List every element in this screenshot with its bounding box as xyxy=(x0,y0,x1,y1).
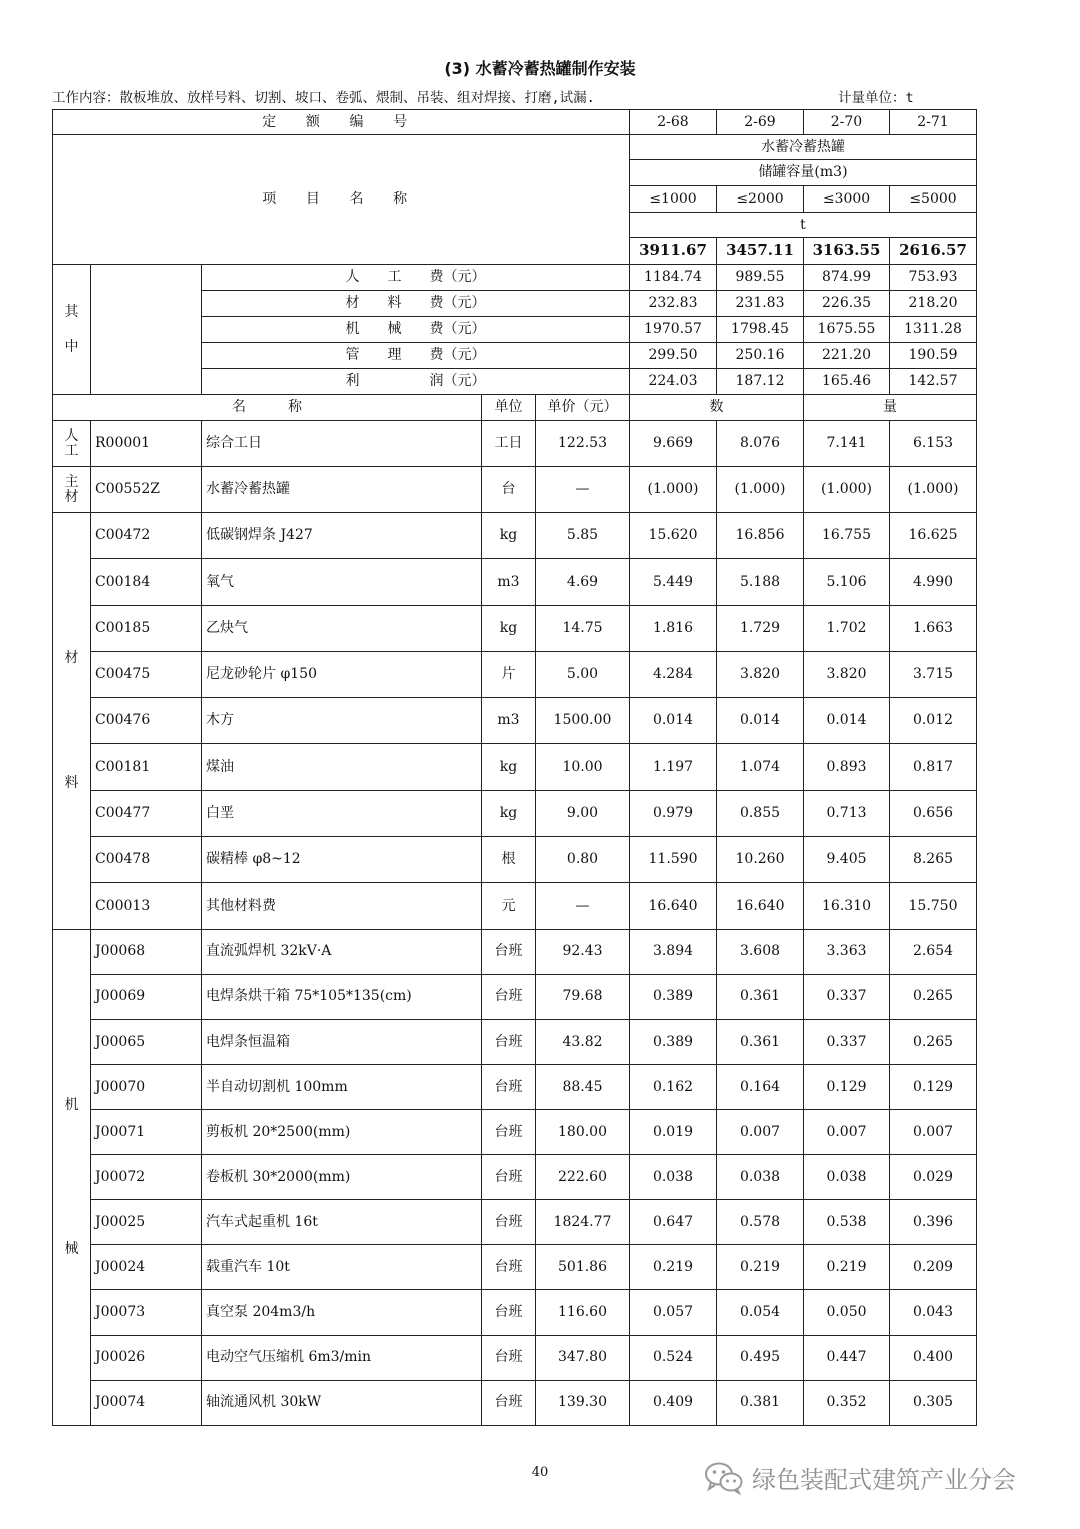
unit-label: t xyxy=(630,213,977,238)
category-label xyxy=(53,929,91,1425)
item-unit-price: 5.00 xyxy=(536,651,630,697)
item-name: 碳精棒 φ8~12 xyxy=(202,837,482,883)
item-quantity: 0.038 xyxy=(804,1155,890,1200)
cost-value: 1311.28 xyxy=(890,317,977,343)
item-code: J00072 xyxy=(91,1155,202,1200)
item-code: C00478 xyxy=(91,837,202,883)
item-quantity: 4.284 xyxy=(630,651,717,697)
item-code: C00472 xyxy=(91,513,202,559)
item-quantity: 0.538 xyxy=(804,1200,890,1245)
item-quantity: 16.640 xyxy=(717,883,804,929)
item-code: J00025 xyxy=(91,1200,202,1245)
item-name: 其他材料费 xyxy=(202,883,482,929)
table-row xyxy=(53,1290,977,1335)
item-quantity: 0.396 xyxy=(890,1200,977,1245)
table-row xyxy=(53,744,977,790)
item-quantity: 0.038 xyxy=(717,1155,804,1200)
item-quantity: 0.007 xyxy=(804,1110,890,1155)
capacity-value: ≤3000 xyxy=(804,186,890,213)
item-quantity: 3.894 xyxy=(630,929,717,974)
item-quantity: 3.820 xyxy=(804,651,890,697)
item-quantity: 0.007 xyxy=(890,1110,977,1155)
item-unit-price: 501.86 xyxy=(536,1245,630,1290)
table-row xyxy=(53,837,977,883)
item-quantity: 0.219 xyxy=(804,1245,890,1290)
item-unit-price: 79.68 xyxy=(536,974,630,1019)
wechat-icon xyxy=(704,1461,744,1495)
item-quantity: 0.219 xyxy=(717,1245,804,1290)
item-quantity: 0.014 xyxy=(804,698,890,744)
item-name: 电焊条烘干箱 75*105*135(cm) xyxy=(202,974,482,1019)
item-code: J00069 xyxy=(91,974,202,1019)
item-unit: kg xyxy=(482,790,536,836)
item-quantity: 9.669 xyxy=(630,421,717,467)
item-quantity: 0.305 xyxy=(890,1380,977,1425)
item-quantity: 0.014 xyxy=(630,698,717,744)
item-quantity: 16.625 xyxy=(890,513,977,559)
name-column-header: 名 称 xyxy=(53,395,482,421)
item-quantity: 0.352 xyxy=(804,1380,890,1425)
item-quantity: 0.817 xyxy=(890,744,977,790)
item-code: C00552Z xyxy=(91,467,202,513)
item-unit: 台班 xyxy=(482,1155,536,1200)
item-quantity: 5.188 xyxy=(717,559,804,605)
item-quantity: 0.855 xyxy=(717,790,804,836)
cost-value: 874.99 xyxy=(804,265,890,291)
item-quantity: 0.164 xyxy=(717,1064,804,1109)
item-quantity: 0.389 xyxy=(630,1019,717,1064)
item-unit: 根 xyxy=(482,837,536,883)
cost-value: 299.50 xyxy=(630,343,717,369)
item-quantity: 0.409 xyxy=(630,1380,717,1425)
base-price: 3911.67 xyxy=(630,238,717,265)
item-quantity: 0.007 xyxy=(717,1110,804,1155)
item-quantity: 8.265 xyxy=(890,837,977,883)
capacity-value: ≤1000 xyxy=(630,186,717,213)
item-code: C00185 xyxy=(91,605,202,651)
quota-code: 2-70 xyxy=(804,110,890,135)
item-unit: kg xyxy=(482,513,536,559)
product-name: 水蓄冷蓄热罐 xyxy=(630,135,977,160)
item-unit-price: 122.53 xyxy=(536,421,630,467)
item-code: J00071 xyxy=(91,1110,202,1155)
cost-value: 989.55 xyxy=(717,265,804,291)
work-content: 工作内容：散板堆放、放样号料、切割、坡口、卷弧、煨制、吊装、组对焊接、打磨,试漏. xyxy=(52,90,595,106)
capacity-value: ≤5000 xyxy=(890,186,977,213)
category-char: 机 xyxy=(64,1096,79,1113)
item-name: 轴流通风机 30kW xyxy=(202,1380,482,1425)
item-unit: 台班 xyxy=(482,1245,536,1290)
cost-label: 人 工 费（元） xyxy=(202,265,630,291)
item-quantity: 10.260 xyxy=(717,837,804,883)
item-unit: 台班 xyxy=(482,929,536,974)
cost-value: 165.46 xyxy=(804,369,890,395)
table-row xyxy=(53,135,977,160)
item-name: 氧气 xyxy=(202,559,482,605)
item-quantity: 16.310 xyxy=(804,883,890,929)
page-number: 40 xyxy=(531,1465,549,1480)
item-code: J00068 xyxy=(91,929,202,974)
item-quantity: (1.000) xyxy=(804,467,890,513)
item-quantity: 2.654 xyxy=(890,929,977,974)
item-code: C00181 xyxy=(91,744,202,790)
item-code: J00026 xyxy=(91,1335,202,1380)
item-quantity: 3.363 xyxy=(804,929,890,974)
table-row xyxy=(53,651,977,697)
item-unit: 台班 xyxy=(482,1019,536,1064)
cost-label: 材 料 费（元） xyxy=(202,291,630,317)
table-row xyxy=(53,265,977,291)
item-quantity: 1.816 xyxy=(630,605,717,651)
item-quantity: 0.524 xyxy=(630,1335,717,1380)
item-name: 剪板机 20*2500(mm) xyxy=(202,1110,482,1155)
item-quantity: 1.729 xyxy=(717,605,804,651)
item-quantity: 1.663 xyxy=(890,605,977,651)
item-quantity: 0.389 xyxy=(630,974,717,1019)
item-quantity: 0.381 xyxy=(717,1380,804,1425)
capacity-label: 储罐容量(m3) xyxy=(630,160,977,186)
item-unit: kg xyxy=(482,605,536,651)
category-char: 材 xyxy=(64,488,79,505)
blank-cell xyxy=(91,265,202,395)
item-unit: 台班 xyxy=(482,974,536,1019)
item-quantity: 16.856 xyxy=(717,513,804,559)
measurement-unit: 计量单位：t xyxy=(838,90,914,106)
item-name-label: 项 目 名 称 xyxy=(53,135,630,265)
item-code: J00070 xyxy=(91,1064,202,1109)
item-code: J00074 xyxy=(91,1380,202,1425)
item-quantity: 0.979 xyxy=(630,790,717,836)
item-unit-price: 116.60 xyxy=(536,1290,630,1335)
table-row xyxy=(53,790,977,836)
category-char: 中 xyxy=(64,338,79,355)
table-row xyxy=(53,1019,977,1064)
cost-label: 管 理 费（元） xyxy=(202,343,630,369)
item-quantity: 0.054 xyxy=(717,1290,804,1335)
item-quantity: 0.012 xyxy=(890,698,977,744)
item-quantity: 6.153 xyxy=(890,421,977,467)
item-code: C00475 xyxy=(91,651,202,697)
cost-group-label xyxy=(53,265,91,395)
item-code: R00001 xyxy=(91,421,202,467)
item-name: 尼龙砂轮片 φ150 xyxy=(202,651,482,697)
item-quantity: 0.495 xyxy=(717,1335,804,1380)
item-unit-price: 9.00 xyxy=(536,790,630,836)
category-char: 材 xyxy=(64,650,79,667)
item-quantity: 15.750 xyxy=(890,883,977,929)
item-unit-price: 5.85 xyxy=(536,513,630,559)
item-quantity: 5.106 xyxy=(804,559,890,605)
item-name: 综合工日 xyxy=(202,421,482,467)
item-unit-price: 180.00 xyxy=(536,1110,630,1155)
item-unit-price: 4.69 xyxy=(536,559,630,605)
table-row xyxy=(53,1200,977,1245)
item-quantity: 0.029 xyxy=(890,1155,977,1200)
item-quantity: 0.361 xyxy=(717,974,804,1019)
item-quantity: 0.043 xyxy=(890,1290,977,1335)
item-quantity: 0.129 xyxy=(890,1064,977,1109)
item-unit-price: 1500.00 xyxy=(536,698,630,744)
item-quantity: (1.000) xyxy=(890,467,977,513)
item-code: J00065 xyxy=(91,1019,202,1064)
item-quantity: 0.019 xyxy=(630,1110,717,1155)
item-quantity: 0.057 xyxy=(630,1290,717,1335)
category-label xyxy=(53,467,91,513)
item-quantity: (1.000) xyxy=(717,467,804,513)
table-row xyxy=(53,395,977,421)
table-row xyxy=(53,698,977,744)
item-unit: 元 xyxy=(482,883,536,929)
table-row xyxy=(53,883,977,929)
item-quantity: 0.647 xyxy=(630,1200,717,1245)
cost-value: 1970.57 xyxy=(630,317,717,343)
page-title: (3) 水蓄冷蓄热罐制作安装 xyxy=(444,59,636,78)
cost-value: 231.83 xyxy=(717,291,804,317)
item-unit: 工日 xyxy=(482,421,536,467)
item-code: C00013 xyxy=(91,883,202,929)
category-label xyxy=(53,421,91,467)
unit-price-column-header: 单价（元） xyxy=(536,395,630,421)
item-code: J00073 xyxy=(91,1290,202,1335)
item-quantity: 0.656 xyxy=(890,790,977,836)
category-char: 其 xyxy=(64,303,79,320)
item-code: C00476 xyxy=(91,698,202,744)
item-unit: m3 xyxy=(482,559,536,605)
watermark xyxy=(704,1460,1016,1495)
item-unit-price: 92.43 xyxy=(536,929,630,974)
item-quantity: 3.715 xyxy=(890,651,977,697)
category-char: 械 xyxy=(64,1241,79,1258)
item-unit: 台班 xyxy=(482,1380,536,1425)
capacity-value: ≤2000 xyxy=(717,186,804,213)
unit-column-header: 单位 xyxy=(482,395,536,421)
item-unit-price: 43.82 xyxy=(536,1019,630,1064)
item-name: 卷板机 30*2000(mm) xyxy=(202,1155,482,1200)
item-name: 低碳钢焊条 J427 xyxy=(202,513,482,559)
cost-label: 机 械 费（元） xyxy=(202,317,630,343)
table-row xyxy=(53,605,977,651)
item-quantity: 0.713 xyxy=(804,790,890,836)
item-name: 木方 xyxy=(202,698,482,744)
cost-value: 218.20 xyxy=(890,291,977,317)
cost-value: 1798.45 xyxy=(717,317,804,343)
item-quantity: 11.590 xyxy=(630,837,717,883)
item-quantity: 0.219 xyxy=(630,1245,717,1290)
item-unit-price: — xyxy=(536,467,630,513)
category-char: 料 xyxy=(64,774,79,791)
item-quantity: 0.447 xyxy=(804,1335,890,1380)
item-unit: 台 xyxy=(482,467,536,513)
watermark-text: 绿色装配式建筑产业分会 xyxy=(752,1466,1016,1494)
item-quantity: 0.162 xyxy=(630,1064,717,1109)
item-quantity: 0.265 xyxy=(890,974,977,1019)
item-name: 载重汽车 10t xyxy=(202,1245,482,1290)
item-quantity: 0.129 xyxy=(804,1064,890,1109)
item-name: 白垩 xyxy=(202,790,482,836)
quantity-header: 数 xyxy=(630,395,804,421)
table-row xyxy=(53,974,977,1019)
item-quantity: 1.702 xyxy=(804,605,890,651)
item-quantity: 3.608 xyxy=(717,929,804,974)
quota-no-label: 定 额 编 号 xyxy=(53,110,630,135)
item-unit-price: 347.80 xyxy=(536,1335,630,1380)
item-name: 汽车式起重机 16t xyxy=(202,1200,482,1245)
cost-value: 1675.55 xyxy=(804,317,890,343)
category-char: 主 xyxy=(64,473,79,490)
table-row xyxy=(53,1155,977,1200)
item-code: J00024 xyxy=(91,1245,202,1290)
quota-code: 2-71 xyxy=(890,110,977,135)
item-quantity: 0.014 xyxy=(717,698,804,744)
item-name: 半自动切割机 100mm xyxy=(202,1064,482,1109)
item-quantity: 0.038 xyxy=(630,1155,717,1200)
table-row xyxy=(53,1064,977,1109)
item-unit: kg xyxy=(482,744,536,790)
item-quantity: 15.620 xyxy=(630,513,717,559)
base-price: 2616.57 xyxy=(890,238,977,265)
item-name: 真空泵 204m3/h xyxy=(202,1290,482,1335)
item-quantity: 4.990 xyxy=(890,559,977,605)
item-unit-price: — xyxy=(536,883,630,929)
item-quantity: 0.361 xyxy=(717,1019,804,1064)
item-unit: 台班 xyxy=(482,1200,536,1245)
item-unit: 片 xyxy=(482,651,536,697)
table-row xyxy=(53,1335,977,1380)
item-quantity: 0.337 xyxy=(804,1019,890,1064)
item-quantity: 7.141 xyxy=(804,421,890,467)
item-name: 水蓄冷蓄热罐 xyxy=(202,467,482,513)
item-quantity: 8.076 xyxy=(717,421,804,467)
item-quantity: 3.820 xyxy=(717,651,804,697)
table-row xyxy=(53,421,977,467)
item-unit-price: 14.75 xyxy=(536,605,630,651)
item-quantity: 0.209 xyxy=(890,1245,977,1290)
table-row xyxy=(53,929,977,974)
category-label xyxy=(53,513,91,930)
item-quantity: 16.640 xyxy=(630,883,717,929)
item-code: C00477 xyxy=(91,790,202,836)
base-price: 3457.11 xyxy=(717,238,804,265)
item-name: 电动空气压缩机 6m3/min xyxy=(202,1335,482,1380)
item-quantity: 0.400 xyxy=(890,1335,977,1380)
table-row xyxy=(53,559,977,605)
item-quantity: 0.337 xyxy=(804,974,890,1019)
quantity-header: 量 xyxy=(804,395,977,421)
item-unit: 台班 xyxy=(482,1064,536,1109)
item-quantity: 1.074 xyxy=(717,744,804,790)
item-code: C00184 xyxy=(91,559,202,605)
quota-table xyxy=(52,109,977,1426)
item-quantity: 0.578 xyxy=(717,1200,804,1245)
item-quantity: 0.893 xyxy=(804,744,890,790)
item-quantity: 1.197 xyxy=(630,744,717,790)
table-row xyxy=(53,513,977,559)
item-unit-price: 10.00 xyxy=(536,744,630,790)
category-char: 人 xyxy=(64,427,79,444)
item-quantity: 16.755 xyxy=(804,513,890,559)
item-unit: m3 xyxy=(482,698,536,744)
item-quantity: 5.449 xyxy=(630,559,717,605)
item-unit: 台班 xyxy=(482,1290,536,1335)
item-name: 直流弧焊机 32kV·A xyxy=(202,929,482,974)
category-char: 工 xyxy=(64,442,79,459)
item-unit-price: 88.45 xyxy=(536,1064,630,1109)
item-unit-price: 222.60 xyxy=(536,1155,630,1200)
item-quantity: 0.265 xyxy=(890,1019,977,1064)
item-name: 煤油 xyxy=(202,744,482,790)
cost-value: 250.16 xyxy=(717,343,804,369)
item-unit: 台班 xyxy=(482,1335,536,1380)
item-unit-price: 0.80 xyxy=(536,837,630,883)
table-row xyxy=(53,1245,977,1290)
base-price: 3163.55 xyxy=(804,238,890,265)
item-quantity: 9.405 xyxy=(804,837,890,883)
cost-value: 1184.74 xyxy=(630,265,717,291)
table-row xyxy=(53,1380,977,1425)
item-name: 电焊条恒温箱 xyxy=(202,1019,482,1064)
quota-code: 2-69 xyxy=(717,110,804,135)
quota-code: 2-68 xyxy=(630,110,717,135)
item-quantity: (1.000) xyxy=(630,467,717,513)
cost-value: 226.35 xyxy=(804,291,890,317)
item-quantity: 0.050 xyxy=(804,1290,890,1335)
cost-value: 190.59 xyxy=(890,343,977,369)
item-unit-price: 1824.77 xyxy=(536,1200,630,1245)
cost-value: 224.03 xyxy=(630,369,717,395)
cost-value: 232.83 xyxy=(630,291,717,317)
cost-label: 利 润（元） xyxy=(202,369,630,395)
cost-value: 187.12 xyxy=(717,369,804,395)
item-unit-price: 139.30 xyxy=(536,1380,630,1425)
item-name: 乙炔气 xyxy=(202,605,482,651)
table-row xyxy=(53,1110,977,1155)
cost-value: 753.93 xyxy=(890,265,977,291)
cost-value: 142.57 xyxy=(890,369,977,395)
cost-value: 221.20 xyxy=(804,343,890,369)
table-row xyxy=(53,110,977,135)
item-unit: 台班 xyxy=(482,1110,536,1155)
table-row xyxy=(53,467,977,513)
